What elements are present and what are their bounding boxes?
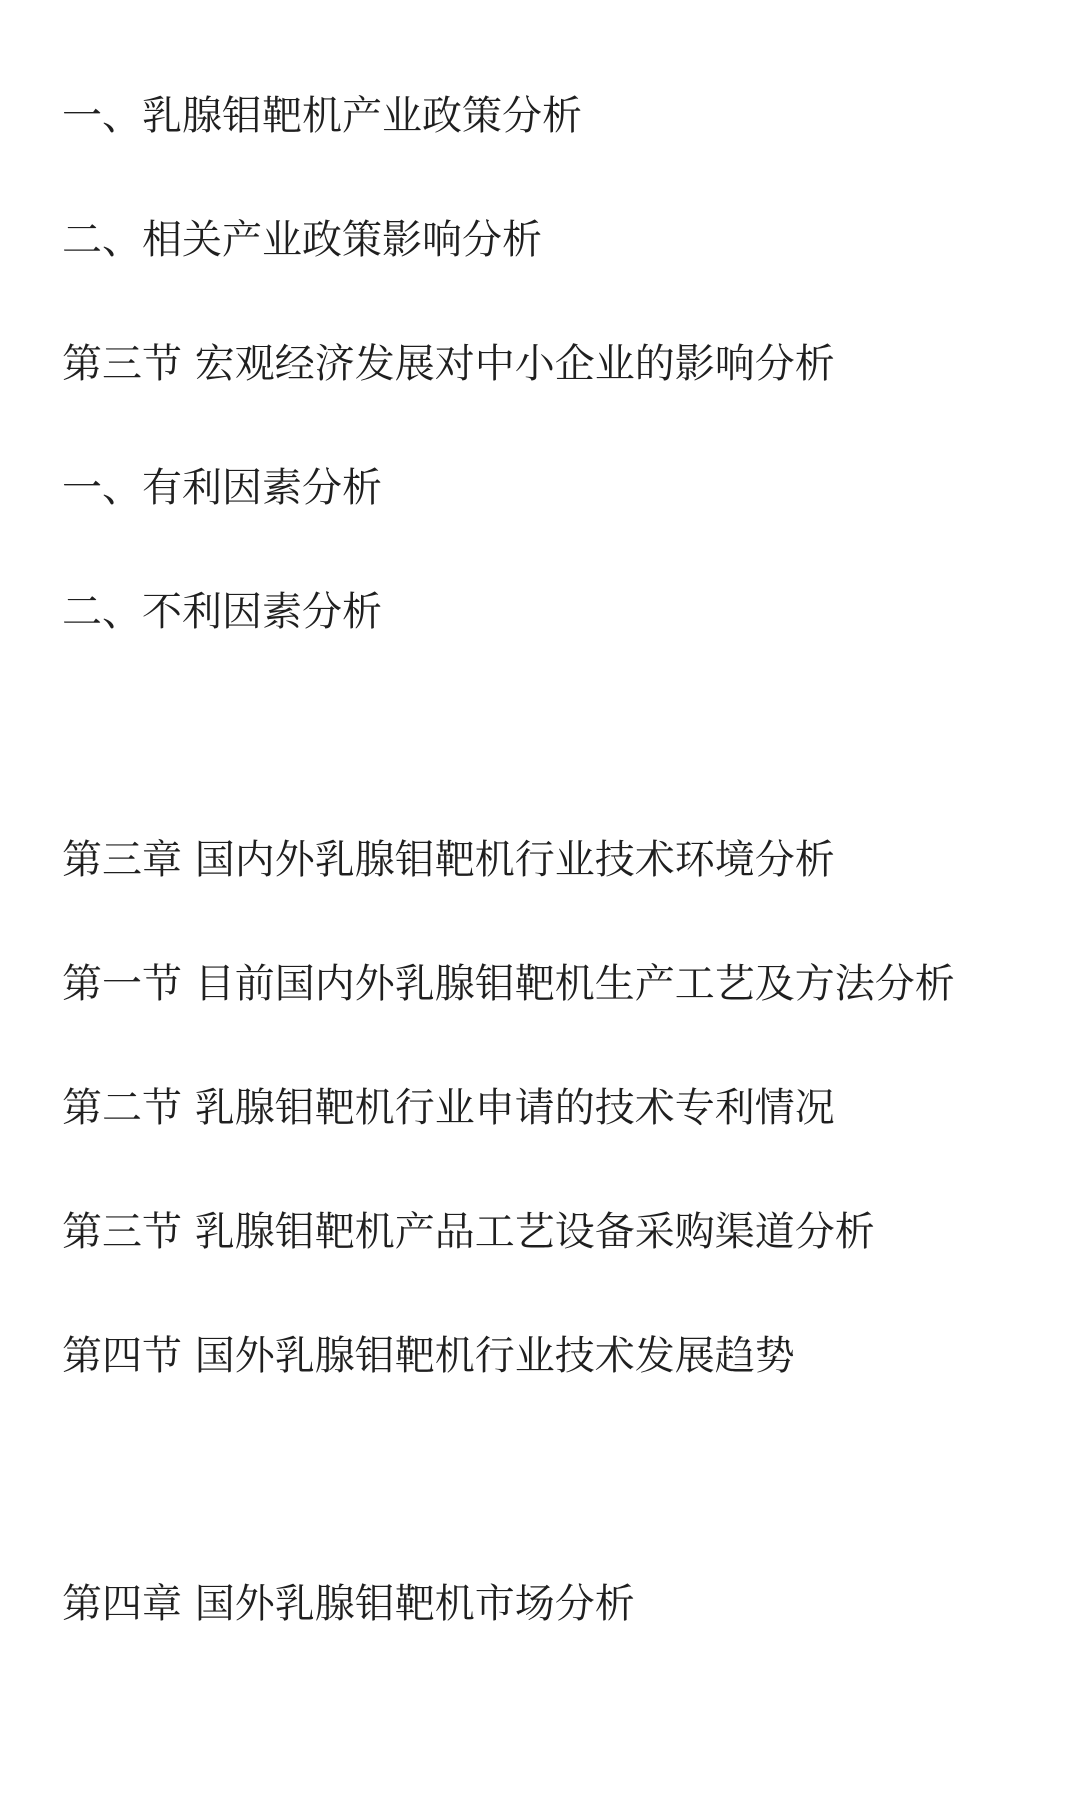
- section-heading: 第四节 国外乳腺钼靶机行业技术发展趋势: [62, 1333, 795, 1379]
- section-heading: 第二节 乳腺钼靶机行业申请的技术专利情况: [62, 1085, 835, 1131]
- subsection-heading: 一、有利因素分析: [62, 465, 382, 511]
- section-heading: 第三节 乳腺钼靶机产品工艺设备采购渠道分析: [62, 1209, 875, 1255]
- chapter-heading: 第三章 国内外乳腺钼靶机行业技术环境分析: [62, 837, 835, 883]
- section-heading: 第一节 目前国内外乳腺钼靶机生产工艺及方法分析: [62, 961, 955, 1007]
- subsection-heading: 二、相关产业政策影响分析: [62, 217, 542, 263]
- subsection-heading: 一、乳腺钼靶机产业政策分析: [62, 93, 582, 139]
- section-heading: 第三节 宏观经济发展对中小企业的影响分析: [62, 341, 835, 387]
- chapter-heading: 第四章 国外乳腺钼靶机市场分析: [62, 1581, 635, 1627]
- subsection-heading: 二、不利因素分析: [62, 589, 382, 635]
